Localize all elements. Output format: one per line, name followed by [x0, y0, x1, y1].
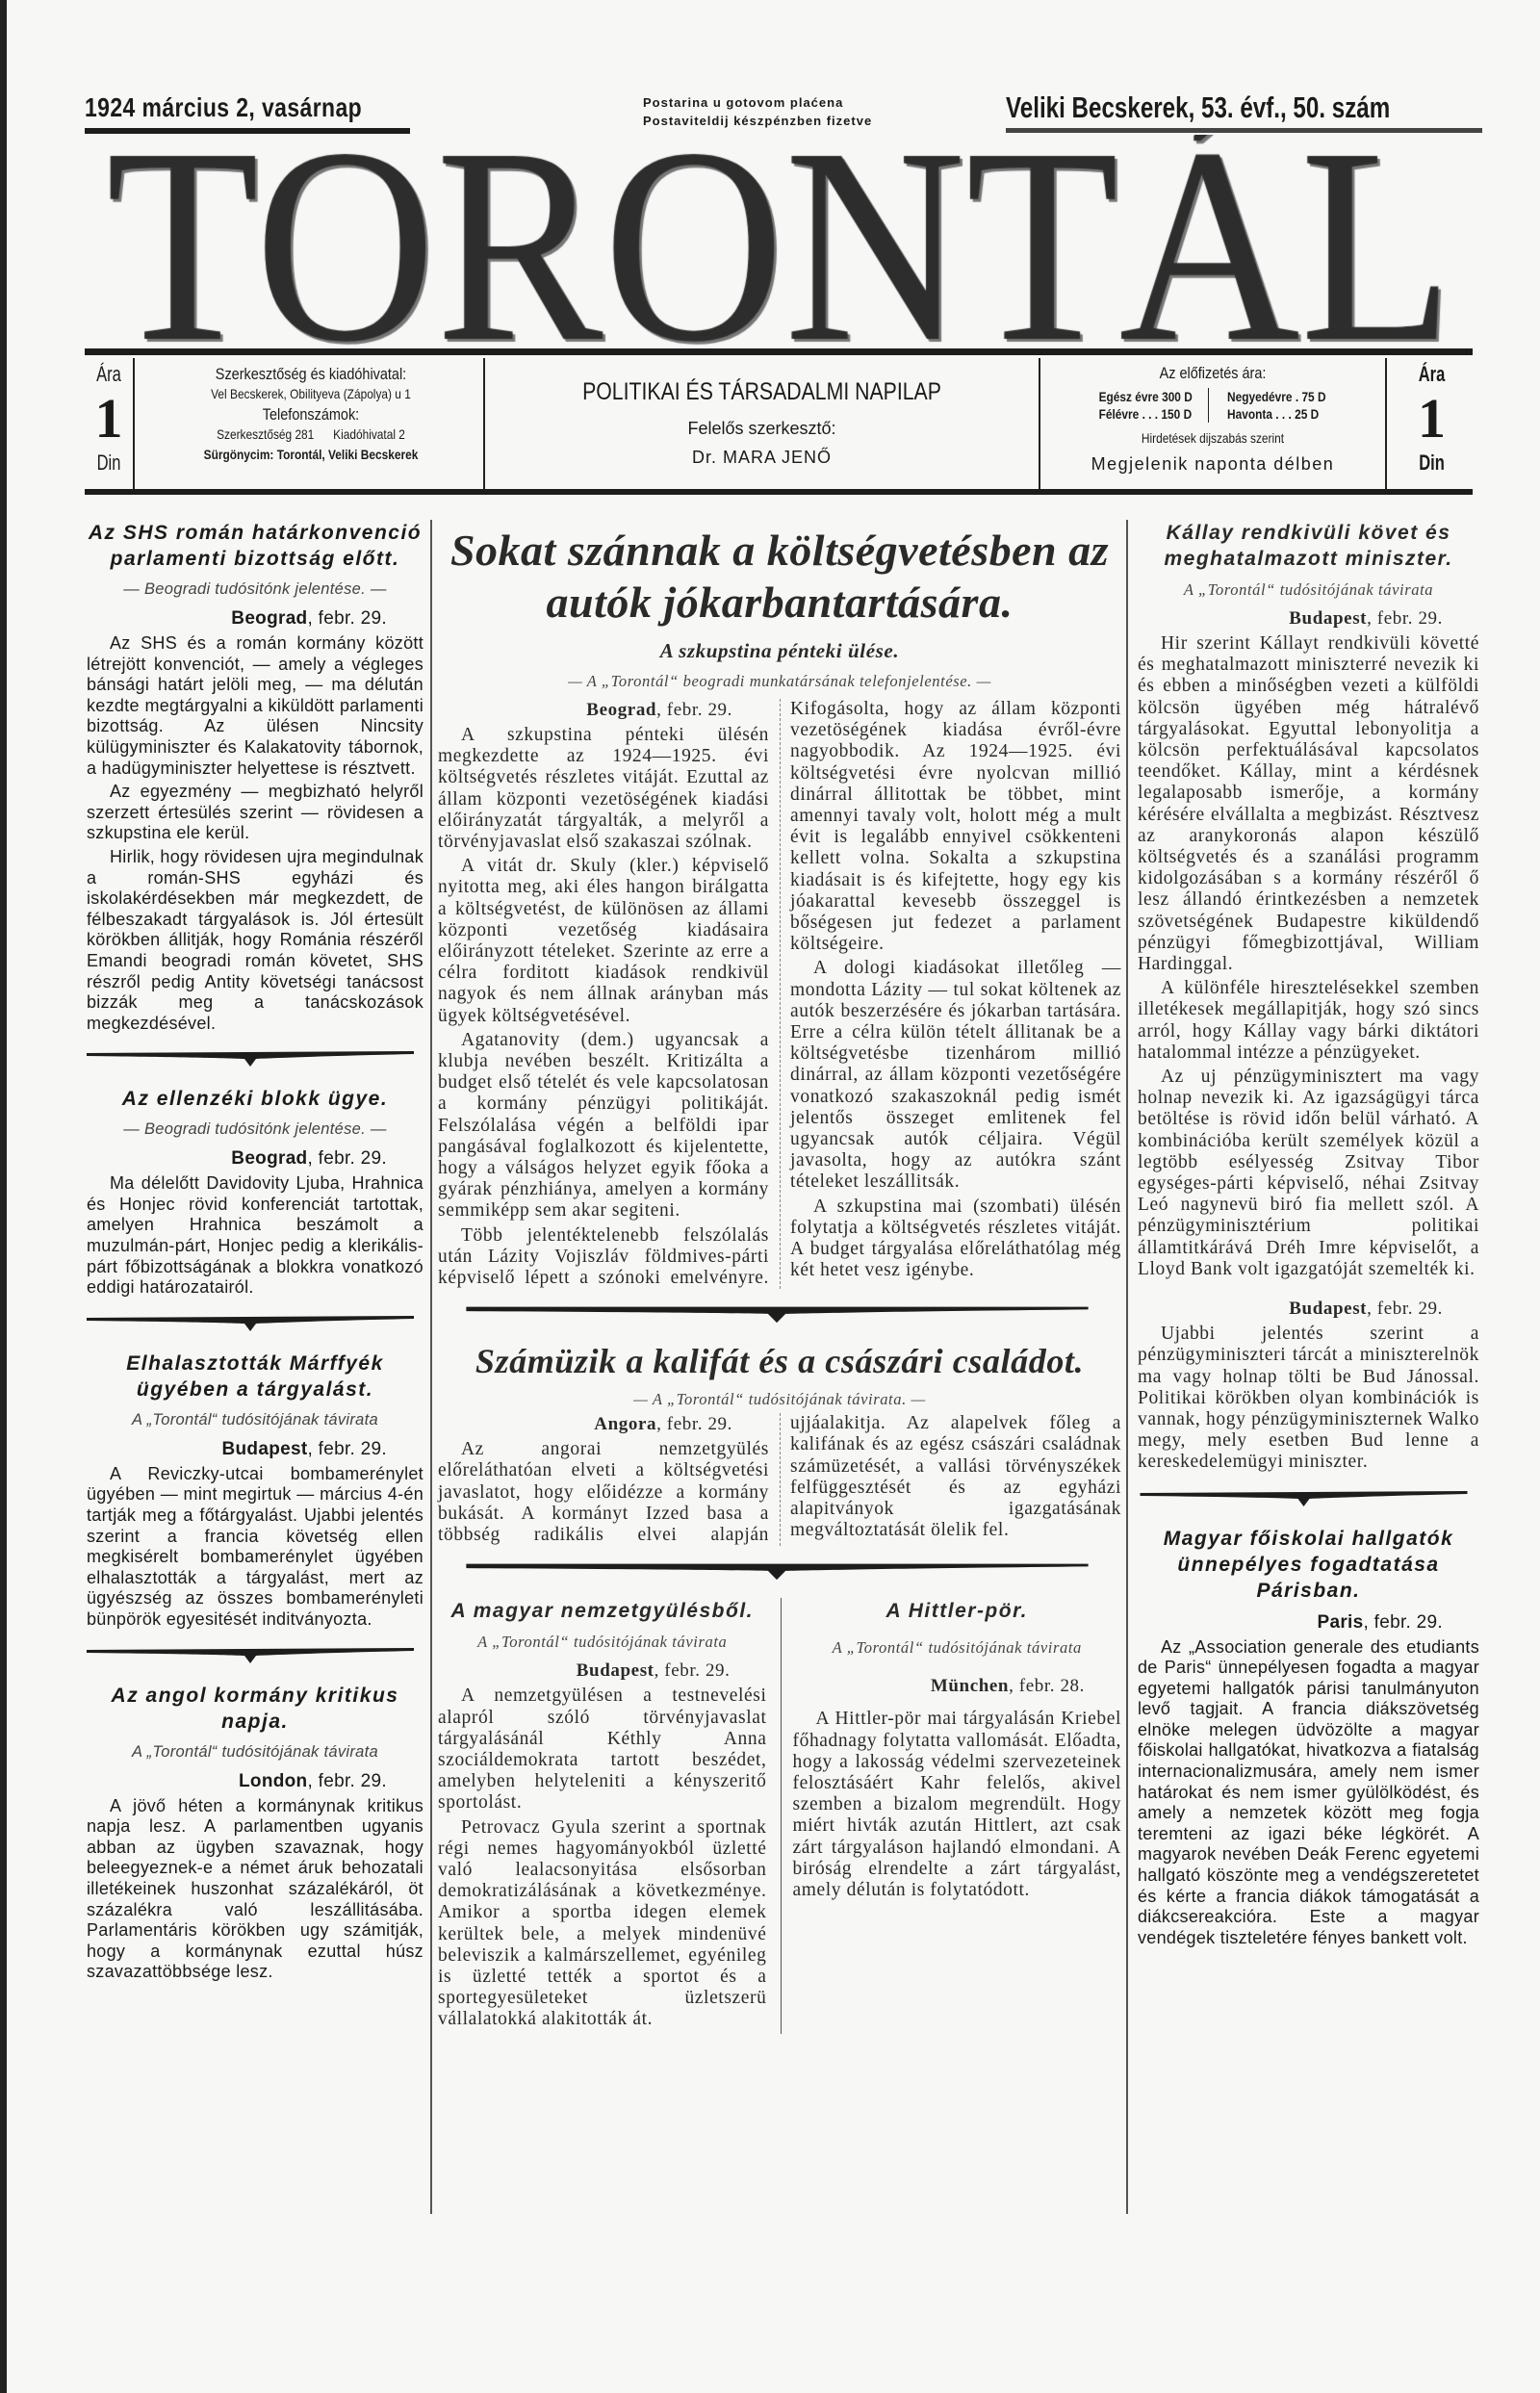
- paragraph: A jövő héten a kormánynak kritikus napja lesz. A parlamentben ugyanis abban az ügyben szavaznak, hogy beleegyeznek-e a német áruk behozatali illetékeinek huszonhat százalékáról, öt százalékra való leszállitásába. Parlamentáris körökben ugy számitják, hogy a kormánynak ezuttal húsz szavazattöbbsége lesz.: [87, 1795, 424, 1982]
- dateline: [87, 607, 424, 630]
- bottom-articles-row: [438, 1598, 1121, 2033]
- office-title: Szerkesztőség és kiadóhivatal:: [215, 365, 407, 383]
- dateline: [438, 1660, 767, 1682]
- price-unit: Din: [1419, 450, 1445, 475]
- section-divider: [1138, 1487, 1470, 1508]
- office-box: [139, 358, 485, 489]
- dateline: [438, 699, 769, 721]
- article-kalifat: [438, 1341, 1121, 1546]
- column-rule: [1126, 520, 1128, 2214]
- headline: A Hittler-pör.: [886, 1600, 1028, 1623]
- article-paragraphs: [793, 1709, 1122, 1901]
- article-paragraphs: [87, 1173, 424, 1299]
- issue-number: Veliki Becskerek, 53. évf., 50. szám: [1006, 90, 1391, 124]
- price-value: 1: [1418, 387, 1446, 450]
- dateline: [87, 1438, 424, 1460]
- dateline: [1138, 1298, 1479, 1320]
- dateline-date: , febr. 29.: [656, 1414, 732, 1435]
- article-lead: [438, 525, 1121, 1289]
- column-rule: [430, 520, 432, 2214]
- infobar-top-rule: [85, 348, 1473, 355]
- article-fooiskola: [1138, 1526, 1479, 1949]
- byline: — Beogradi tudósitónk jelentése. —: [123, 580, 387, 598]
- infobar-bottom-rule: [85, 489, 1473, 495]
- paragraph: Hir szerint Kállayt rendkivüli követté és meghatalmazott miniszterré nevezik ki és ebben a minőségben vezeti a külföldi kölcsön ügyében még hátralévő tárgyalásokat. Egyuttal lebonyolitja a kölcsön perfektuálásával kapcsolatos teendőket. Kállay, mint a kérdésnek legalaposabb ismerője, a kormány kérésére elvállalta a megbizást. Résztvesz az aranykoronás alapon készülő költségvetés és a szanálási programm kidolgozásában s a kormány részéről ő lesz állandó érintkezésben a nemzetek szövetségének Budapestre kiküldendő pénzügyi főmegbizottjával, William Hardinggal.: [1138, 633, 1479, 975]
- dateline: [1138, 607, 1479, 630]
- editor-label: Felelős szerkesztő:: [687, 419, 836, 438]
- dateline-place: Beograd: [231, 608, 308, 629]
- dateline-place: Paris: [1317, 1611, 1364, 1633]
- info-bar: [85, 358, 1473, 489]
- price-box-right: [1391, 358, 1473, 489]
- price-box-left: [85, 358, 135, 489]
- center-column: [438, 525, 1121, 2034]
- headline: Az SHS román határkonvenció parlamenti bizottság előtt.: [88, 522, 423, 570]
- telegram-address: Sürgönycim: Torontál, Veliki Becskerek: [203, 447, 419, 462]
- issue-date: 1924 március 2, vasárnap: [85, 92, 363, 122]
- dateline-date: , febr. 28.: [1009, 1676, 1085, 1697]
- dateline-place: Budapest: [221, 1438, 308, 1459]
- editor-name: Dr. MARA JENŐ: [691, 448, 833, 467]
- postage-note: [643, 93, 872, 130]
- masthead-logo: [38, 135, 1521, 347]
- header-rule-right: [1006, 128, 1482, 133]
- paragraph: Petrovacz Gyula szerint a sportnak régi nemes hagyományokból üzletté való lealacsonyitása elsősorban demokratizálásának a következménye. Amikor a sportba idegen elemek kerültek bele, a melyek mindenüvé beleviszik a kalmárszellemet, egyénileg is üzletté tették a sportot és a sportegyesületeket üzletszerü vállalatokká alakitották át.: [438, 1816, 767, 2030]
- paragraph: Az SHS és a román kormány között létrejött konvenciót, — amely a végleges bánsági határt jelöli meg, — ma délután kezdte megtárgyalni a kiküldött parlamenti bizottság. Az ülésen Nincsity külügyminiszter és Kalakatovity tábornok, a hadügyminiszter helyettese is résztvett.: [87, 633, 424, 778]
- article-angol: [87, 1683, 424, 1983]
- paragraph: A vitát dr. Skuly (kler.) képviselő nyitotta meg, aki éles hangon birálgatta a költségvetést, de különösen az állami központi vezetőség kiadásaira előirányzott tételeket. Szerinte az erre a célra forditott kiadások rendkivül nagyok és nem állnak arányban más ügyek költségvetésével.: [438, 856, 769, 1026]
- dateline-place: Budapest: [1289, 608, 1368, 629]
- tagline: POLITIKAI ÉS TÁRSADALMI NAPILAP: [582, 378, 941, 405]
- section-divider: [438, 1559, 1116, 1581]
- section-divider: [87, 1047, 414, 1068]
- article-paragraphs: [1138, 1324, 1479, 1473]
- dateline-place: Beograd: [586, 700, 657, 720]
- headline: Számüzik a kalifát és a császári családot.: [475, 1342, 1085, 1381]
- article-body: [438, 1413, 1121, 1546]
- byline: A „Torontál“ tudósitójának távirata: [1183, 580, 1434, 599]
- article-hittler: [781, 1598, 1122, 2033]
- scan-edge: [0, 0, 7, 2393]
- paragraph: A dologi kiadásokat illetőleg — mondotta Lázity — tul sokat költenek az autók beszerzésére és jókarban tartására. Erre a célra külön tételt állitanak be a költségvetésbe tizenhárom millió dinárral, az állam központi vezetőségére vonatkozó szakaszoknál pedig ismét jelentős összeget emlitenek fel ugyancsak autók céljaira. Végül javasolta, hogy az autókra szánt tételeket leszállitsák.: [790, 958, 1121, 1193]
- byline: — A „Torontál“ tudósitójának távirata. —: [633, 1390, 926, 1409]
- dateline-date: , febr. 29.: [307, 608, 387, 629]
- dateline-date: , febr. 29.: [1367, 1299, 1443, 1320]
- paragraph: Ma délelőtt Davidovity Ljuba, Hrahnica és Honjec rövid konferenciát tartottak, amelyen Hrahnica beszámolt a muzulmán-párt, Honjec pedig a klerikális-párt főbizottságának a blokkra vonatkozó eddigi határozatairól.: [87, 1173, 424, 1298]
- dateline-date: , febr. 29.: [307, 1148, 387, 1170]
- paragraph: A nemzetgyülésen a testnevelési alapról szóló törvényjavaslat tárgyalásánál Kéthly Anna szociáldemokrata tartott beszédet, amelyben helyteleniti a kényszeritő sportolást.: [438, 1685, 767, 1814]
- phone-numbers: [165, 425, 457, 445]
- dateline-place: Angora: [594, 1414, 657, 1435]
- dateline: [1138, 1611, 1479, 1634]
- subscription-prices: [1040, 388, 1385, 423]
- headline: A magyar nemzetgyülésből.: [450, 1600, 754, 1623]
- section-divider: [87, 1644, 414, 1665]
- dateline-place: München: [930, 1676, 1010, 1697]
- price-label: Ára: [96, 362, 121, 386]
- postage-line-1: Postarina u gotovom plaćena: [643, 95, 844, 110]
- phone-office: Kiadóhivatal 2: [333, 426, 405, 442]
- byline: A „Torontál“ tudósitójának távirata: [832, 1638, 1082, 1658]
- price-value: 1: [94, 387, 123, 450]
- paragraph: Az uj pénzügyminisztert ma vagy holnap nevezik ki. Az igazságügyi tárca betöltése is rövid időn belül várható. A kombinációba került személyek közül a legtöbb esélyesség Zsitvay Tibor egységes-párti képviselő, néhai Zsitvay Leó nagynevü biró fia mellett szól. A pénzügyminisztérium politikai államtitkárává Dréh Imre képviselőt, a Lloyd Bank volt igazgatóját szemelték ki.: [1138, 1067, 1479, 1279]
- subscription-col-1: [1091, 388, 1209, 423]
- article-body: [438, 699, 1121, 1289]
- dateline-place: Budapest: [1289, 1299, 1368, 1320]
- dateline: [87, 1770, 424, 1792]
- byline: — Beogradi tudósitónk jelentése. —: [123, 1120, 387, 1139]
- byline: — A „Torontál“ beogradi munkatársának telefonjelentése. —: [568, 672, 991, 690]
- headline: Magyar főiskolai hallgatók ünnepélyes fogadtatása Párisban.: [1163, 1527, 1454, 1602]
- right-column: [1138, 520, 1479, 1951]
- dateline: [438, 1413, 769, 1435]
- ads-note: Hirdetések dijszabás szerint: [1141, 430, 1285, 446]
- dateline: [793, 1675, 1122, 1697]
- dateline-place: Beograd: [231, 1148, 308, 1170]
- paragraph: A szkupstina pénteki ülésén megkezdette az 1924—1925. évi költségvetés részletes vitáját. Ezuttal az állam központi vezetöségének kiadási előirányzatát tárgyalták, a melyről a törvényjavaslat első szakaszai szólnak.: [438, 725, 769, 853]
- byline: A „Torontál“ tudósitójának távirata: [132, 1410, 378, 1428]
- section-divider: [87, 1312, 414, 1333]
- paragraph: A szkupstina mai (szombati) ülésén folytatja a költségvetés részletes vitáját. A budget tárgyalása előreláthatólag még két hetet vesz igénybe.: [790, 1196, 1121, 1281]
- headline: Kállay rendkivüli követ és meghatalmazott miniszter.: [1164, 522, 1453, 570]
- dateline-date: , febr. 29.: [1363, 1611, 1443, 1633]
- article-paragraphs: [1138, 1637, 1479, 1949]
- article-paragraphs: [87, 633, 424, 1034]
- header-rule-left: [85, 128, 410, 134]
- paragraph: Az egyezmény — megbizható helyről szerzett értesülés szerint — rövidesen a szkupstina ele kerül.: [87, 782, 424, 843]
- dateline-date: , febr. 29.: [654, 1660, 731, 1682]
- article-paragraphs: [87, 1464, 424, 1631]
- article-nemzetgyules: [438, 1598, 767, 2033]
- article-paragraphs: [438, 1685, 767, 2030]
- article-shs: [87, 520, 424, 1034]
- subscription-box: [1040, 358, 1387, 489]
- article-ellenzeki: [87, 1086, 424, 1299]
- dateline-place: Budapest: [576, 1660, 654, 1682]
- dateline-date: , febr. 29.: [307, 1770, 387, 1791]
- subscription-col-2: [1219, 388, 1335, 423]
- phone-editorial: Szerkesztőség 281: [217, 426, 315, 442]
- phones-title: Telefonszámok:: [262, 405, 360, 424]
- paragraph: Agatanovity (dem.) ugyancsak a klubja nevében beszélt. Kritizálta a budget első tételét és vele kapcsolatosan a kormány pénzügyi politikáját. Felszólalása végén a belföldi ipar pangásával foglalkozott és kijelentette, hogy a válságos helyzet egyik főoka a gyárak pénzhiánya, amelyen a kormány semmiképp sem akar segiteni.: [438, 1029, 769, 1222]
- byline: A „Torontál“ tudósitójának távirata: [132, 1742, 378, 1761]
- section-divider: [438, 1302, 1116, 1324]
- price-quarter: Negyedévre . 75 D: [1227, 389, 1326, 404]
- dateline-date: , febr. 29.: [307, 1438, 387, 1459]
- byline: A „Torontál“ tudósitójának távirata: [477, 1633, 728, 1652]
- article-paragraphs: [438, 699, 1121, 1289]
- paragraph: Több jelentéktelenebb felszólalás után Lázity Vojiszláv földmives-párti képviselő lépett a szónoki emelvényre. Kifogásolta, hogy az állam központi vezetöségének kiadása évről-évre nagyobbodik. Az 1924—1925. évi költségvetési évre nyolcvan millió dinárral állitottak be többet, mint amennyi tavaly volt, holott még a mult évit is legalább ennyivel csökkenteni kellett volna. Sokalta a szkupstina kiadásait is és kifejtette, hogy egy kis jóakarattal kevesebb összeggel is bőségesen jut fedezet a parlament költségeire.: [438, 699, 1121, 1289]
- article-paragraphs: [87, 1796, 424, 1983]
- price-year: Egész évre 300 D: [1098, 389, 1193, 404]
- paragraph: Hirlik, hogy rövidesen ujra megindulnak a román-SHS egyházi és iskolakérdésekben már megkezdett, de félbeszakadt tárgyalások is. Jól értesült körökben állitják, hogy Románia részéről Emandi beogradi román követet, SHS részről pedig Antity követségi tanácsost bizzák meg a tanácskozások megkezdésével.: [87, 846, 424, 1033]
- paragraph: A Reviczky-utcai bombamerénylet ügyében — mint megirtuk — március 4-én tartják meg a főtárgyalást. Ujabbi jelentés szerint a francia követség ellen megkisérelt bombamerénylet ügyében elhalasztották a tárgyalást, mert az ügyészség az összes bombamerényleti bünpörök egyesitését inditványozta.: [87, 1463, 424, 1629]
- price-label: Ára: [1418, 362, 1446, 386]
- headline: Az ellenzéki blokk ügye.: [121, 1088, 389, 1111]
- paragraph: Az angorai nemzetgyülés előreláthatóan elveti a költségvetési javaslatot, hogy előidézze a kormány bukását. A kormányt Izzed basa a többség radikális elvei alapján ujjáalakitja. Az alapelvek főleg a kalifának és az egész császári családnak számüzetését, a vallási törvényszékek felfüggesztését és az egyházi alapitványok igazgatásának megváltoztatását ölelik fel.: [438, 1413, 1121, 1546]
- subheadline: A szkupstina pénteki ülése.: [659, 639, 900, 662]
- paragraph: A Hittler-pör mai tárgyalásán Kriebel főhadnagy folytatta vallomását. Előadta, hogy a lakosság védelmi szervezeteinek felosztásáért Kahr felelős, akivel szemben a bizalom megrendült. Hogy miért hivták azután Hittlert, azt csak zárt tárgyaláson hajlandó elmondani. A biróság elrendelte a zárt tárgyalást, amely délután is folytatódott.: [792, 1709, 1121, 1900]
- dateline: [87, 1147, 424, 1170]
- price-unit: Din: [96, 450, 121, 475]
- left-column: [87, 520, 424, 1986]
- headline: Az angol kormány kritikus napja.: [111, 1684, 399, 1733]
- publication-note: Megjelenik naponta délben: [1091, 454, 1335, 474]
- headline: Sokat szánnak a költségvetésben az autók jókarbantartására.: [449, 526, 1110, 627]
- paragraph: Ujabbi jelentés szerint a pénzügyminiszteri tárcát a miniszterelnök ma vagy holnap tölti be Bud Jánossal. Politikai körökben olyan kombinációk is vannak, hogy pénzügyminiszternek Walko megy, mely esetben Bud lenne a kereskedelemügyi miniszter.: [1138, 1324, 1479, 1473]
- subscription-title: Az előfizetés ára:: [1159, 364, 1267, 382]
- dateline-date: , febr. 29.: [1367, 608, 1443, 629]
- price-half-year: Félévre . . . 150 D: [1098, 406, 1193, 422]
- dateline-date: , febr. 29.: [656, 700, 732, 720]
- postage-line-2: Postaviteldij készpénzben fizetve: [643, 114, 873, 128]
- headline: Elhalasztották Márffyék ügyében a tárgyalást.: [126, 1351, 384, 1401]
- tagline-box: [485, 358, 1040, 489]
- dateline-place: London: [239, 1770, 308, 1791]
- article-paragraphs: [1138, 633, 1479, 1280]
- article-kallay: [1138, 520, 1479, 1474]
- paragraph: Az „Association generale des etudiants de Paris“ ünnepélyesen fogadta a magyar egyetemi hallgatók párisi tanulmányuton levő tagjait. A francia diákszövetség elnöke melegen üdvözölte a magyar főiskolai hallgatókat, hivatkozva a fiatalság internacionalizmusára, amely nem ismer határokat és nem ismer gyülölködést, és amely a nemzetek között meg fogja teremteni az igazi béke légkörét. A magyarok nevében Deák Ferenc egyetemi hallgató köszönte meg a vendégszeretetet és kérte a francia diákok támogatását a diákcsereakcióra. Este a magyar vendégek tiszteletére fényes bankett volt.: [1138, 1636, 1479, 1947]
- paragraph: A különféle hiresztelésekkel szemben illetékesek megállapitják, hogy szó sincs arról, hogy Kállay vagy bárki diktátori hatalommal intézze a pénzügyeket.: [1138, 978, 1479, 1063]
- office-address: Vel Becskerek, Obilityeva (Zápolya) u 1: [211, 386, 411, 401]
- article-marffy: [87, 1351, 424, 1631]
- price-month: Havonta . . . 25 D: [1227, 406, 1320, 422]
